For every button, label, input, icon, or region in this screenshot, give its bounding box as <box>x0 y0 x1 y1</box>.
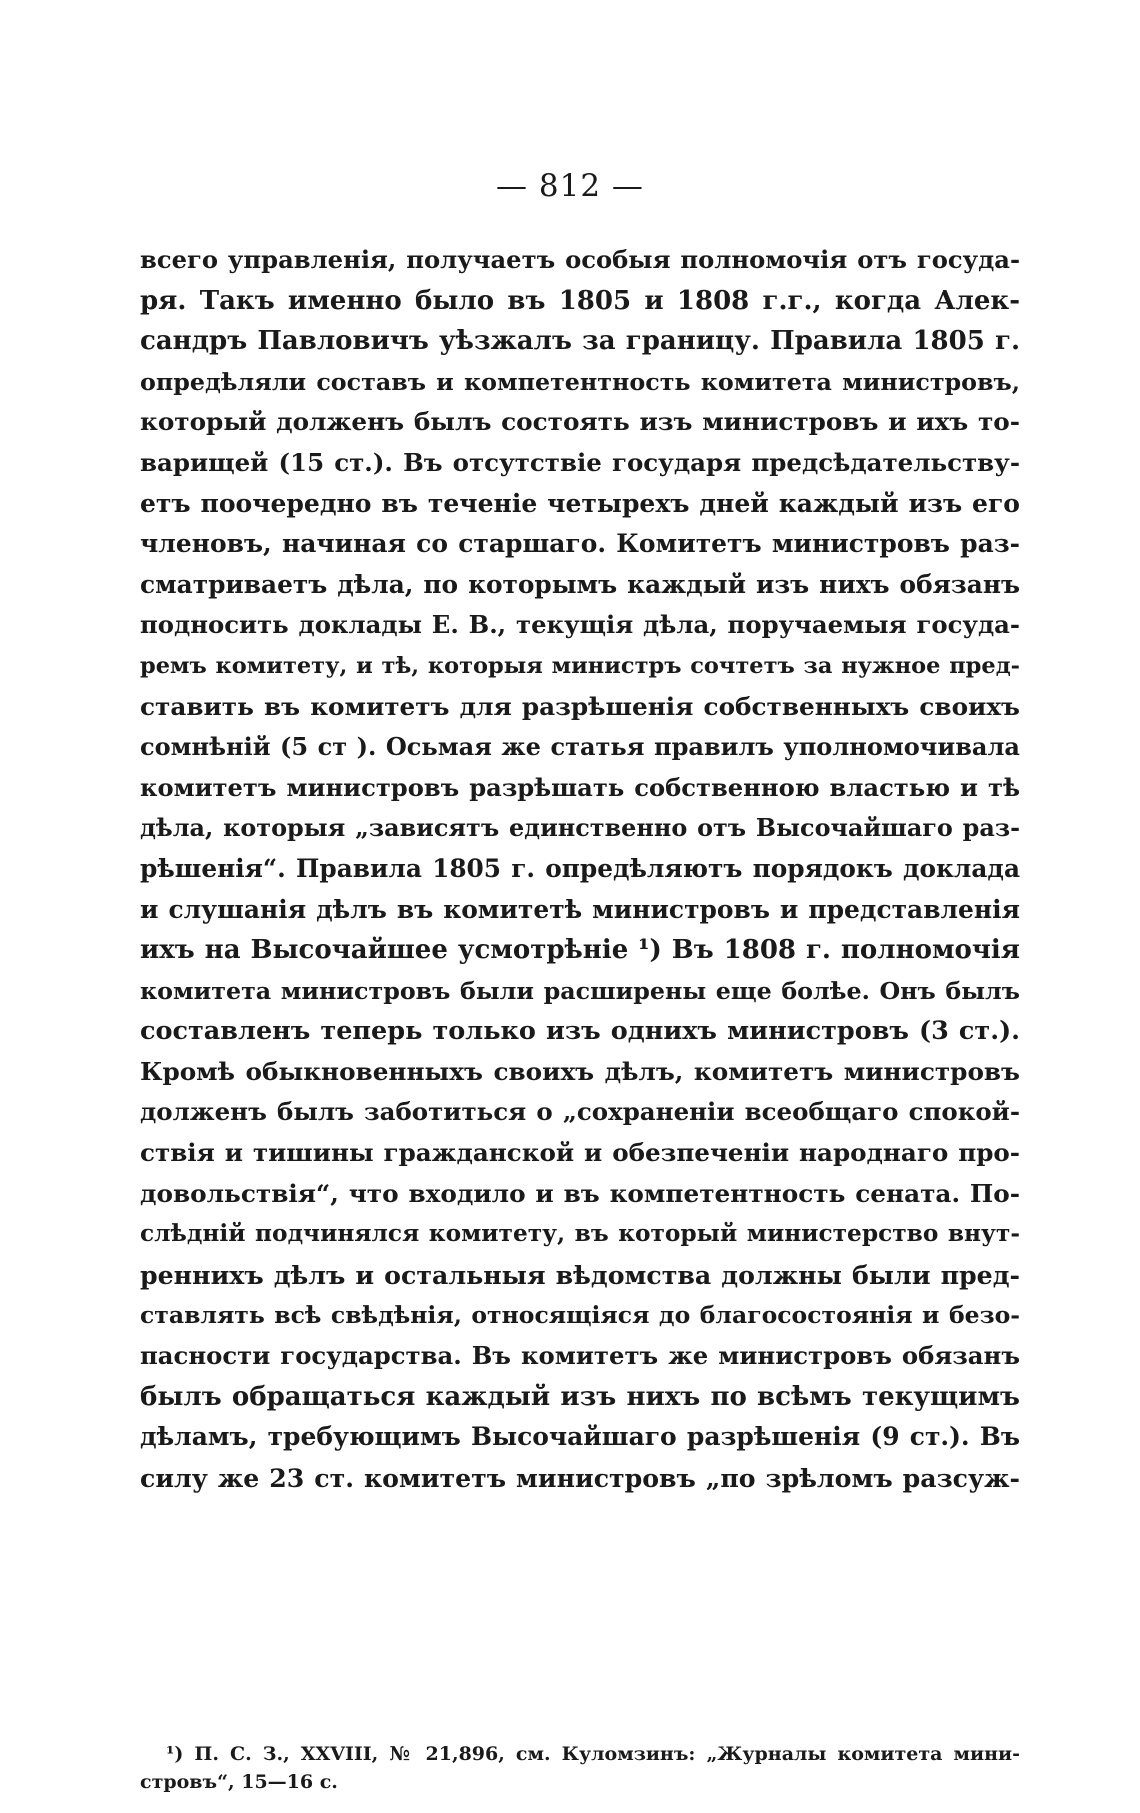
text-line: Кромѣ обыкновенныхъ своихъ дѣлъ, комитетъ министровъ <box>140 1056 1020 1086</box>
text-line: пасности государства. Въ комитетъ же министровъ обязанъ <box>140 1341 1020 1371</box>
text-line: рѣшенія“. Правила 1805 г. опредѣляютъ порядокъ доклада <box>140 853 1020 883</box>
footnote-line: ¹) П. С. З., XXVIII, № 21,896, см. Куломзинъ: „Журналы комитета мини- <box>166 1743 1020 1765</box>
body-text <box>140 240 1020 1498</box>
text-line: ихъ на Высочайшее усмотрѣніе ¹) Въ 1808 г. полномочія <box>140 935 1020 966</box>
text-line: етъ поочередно въ теченіе четырехъ дней каждый изъ его <box>140 488 1020 518</box>
text-line: комитета министровъ были расширены еще болѣе. Онъ былъ <box>140 976 1020 1005</box>
text-line: дѣламъ, требующимъ Высочайшаго разрѣшенія (9 ст.). Въ <box>140 1422 1020 1452</box>
text-line: долженъ былъ заботиться о „сохраненіи всеобщаго спокой- <box>140 1097 1020 1127</box>
text-line: ставлять всѣ свѣдѣнія, относящіяся до благосостоянія и безо- <box>140 1301 1020 1330</box>
text-line: варищей (15 ст.). Въ отсутствіе государя предсѣдательству- <box>140 447 1020 477</box>
text-line: и слушанія дѣлъ въ комитетѣ министровъ и представленія <box>140 894 1020 924</box>
text-line: дѣла, которыя „зависятъ единственно отъ Высочайшаго раз- <box>140 814 1020 843</box>
text-line: сматриваетъ дѣла, по которымъ каждый изъ нихъ обязанъ <box>140 569 1020 599</box>
text-line: былъ обращаться каждый изъ нихъ по всѣмъ текущимъ <box>140 1381 1020 1412</box>
footnote-line: стровъ“, 15—16 с. <box>140 1771 338 1793</box>
text-line: сандръ Павловичъ уѣзжалъ за границу. Правила 1805 г. <box>140 326 1020 357</box>
text-line: слѣдній подчинялся комитету, въ который министерство внут- <box>140 1220 1020 1248</box>
footnote <box>140 1740 1020 1796</box>
text-line: силу же 23 ст. комитетъ министровъ „по зрѣломъ разсуж- <box>140 1462 1020 1493</box>
page-number: — 812 — <box>496 168 644 204</box>
text-line: довольствія“, что входило и въ компетентность сената. По- <box>140 1178 1020 1208</box>
text-line: ремъ комитету, и тѣ, которыя министръ сочтетъ за нужное пред- <box>140 652 1020 679</box>
text-line: подносить доклады Е. В., текущія дѣла, поручаемыя госуда- <box>140 610 1020 640</box>
text-line: сомнѣній (5 ст ). Осьмая же статья правилъ уполномочивала <box>140 732 1020 762</box>
text-line: комитетъ министровъ разрѣшать собственною властью и тѣ <box>140 772 1020 802</box>
text-line: всего управленія, получаетъ особыя полномочія отъ госуда- <box>140 245 1020 274</box>
text-line: составленъ теперь только изъ однихъ министровъ (3 ст.). <box>140 1016 1020 1047</box>
text-line: членовъ, начиная со старшаго. Комитетъ министровъ раз- <box>140 529 1020 559</box>
text-line: который долженъ былъ состоять изъ министровъ и ихъ то- <box>140 407 1020 437</box>
text-line: опредѣляли составъ и компетентность комитета министровъ, <box>140 367 1020 396</box>
text-line: ствія и тишины гражданской и обезпеченіи народнаго про- <box>140 1138 1020 1168</box>
text-line: реннихъ дѣлъ и остальныя вѣдомства должны были пред- <box>140 1259 1020 1290</box>
text-line: ставить въ комитетъ для разрѣшенія собственныхъ своихъ <box>140 691 1020 721</box>
text-line: ря. Такъ именно было въ 1805 и 1808 г.г., когда Алек- <box>140 285 1020 316</box>
